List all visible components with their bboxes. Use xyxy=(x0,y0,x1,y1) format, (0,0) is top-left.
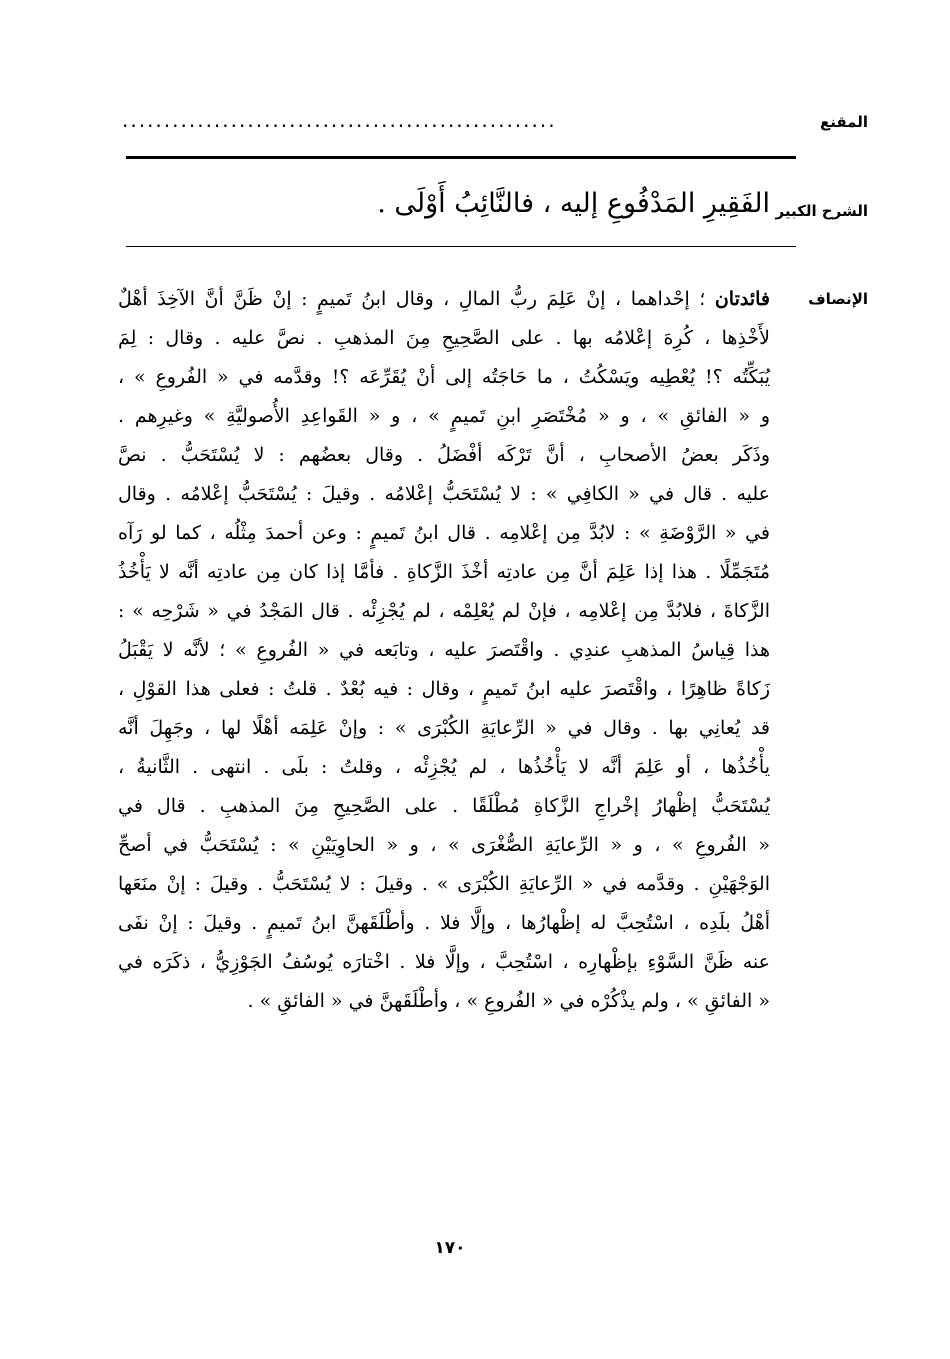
line-text: و « الفائقِ » ، و « مُخْتَصَرِ ابنِ تَميمٍ » ، و « القَواعِدِ الأُصوليَّةِ » وغيرِهم . xyxy=(118,405,770,427)
line-text: ؛ إحْداهما ، إنْ عَلِمَ ربُّ المالِ ، وقال ابنُ تَميمٍ : إنْ ظَنَّ أنَّ الآخِذَ أهْلٌ xyxy=(118,288,715,310)
text-line xyxy=(118,514,770,553)
text-line xyxy=(118,397,770,436)
line-text: عليه . قال في « الكافِي » : لا يُسْتَحَبُّ إعْلامُه . وقيلَ : يُسْتَحَبُّ إعْلامُه . وقال xyxy=(118,483,770,505)
text-line xyxy=(118,553,770,592)
text-line xyxy=(118,319,770,358)
text-line xyxy=(118,436,770,475)
text-line xyxy=(118,280,770,319)
text-line xyxy=(118,826,770,865)
section-label-insaf: الإنصاف xyxy=(808,290,868,308)
line-text: هذا قِياسُ المذهبِ عندِي . واقْتَصرَ عليه ، وتابَعه في « الفُروعِ » ؛ لأنَّه لا يَقْبَلُ xyxy=(118,639,770,661)
sharh-text: الفَقِيرِ المَدْفُوعِ إليه ، فالنَّائِبُ أَوْلَى . xyxy=(377,188,770,219)
line-text: وذَكَر بعضُ الأصحابِ ، أنَّ تَرْكَه أفْضَلُ . وقال بعضُهم : لا يُسْتَحَبُّ . نصَّ xyxy=(118,444,770,466)
line-text: يُسْتَحَبُّ إظْهارُ إخْراجِ الزَّكاةِ مُطْلَقًا . على الصَّحِيحِ مِنَ المذهبِ . قال في xyxy=(118,795,770,817)
text-line xyxy=(118,943,770,982)
line-text: الزَّكاةَ ، فلابُدَّ مِن إعْلامِه ، فإنْ لم يُعْلِمْه ، لم يُجْزِئْه . قال المَجْدُ في « شَرْحِه » : xyxy=(118,600,770,622)
text-line xyxy=(118,865,770,904)
text-line xyxy=(118,670,770,709)
text-line xyxy=(118,787,770,826)
line-text: يأْخُذُها ، أو عَلِمَ أنَّه لا يَأْخُذُها ، لم يُجْزِئْه ، وقلتُ : بلَى . انتهى . الثَّانيةُ ، xyxy=(118,756,770,778)
line-text: لأَخْذِها ، كُرِهَ إعْلامُه بها . على الصَّحِيحِ مِنَ المذهبِ . نصَّ عليه . وقال : لِمَ xyxy=(118,327,770,349)
line-text: يُبَكِّتُه ؟! يُعْطِيه ويَسْكُتُ ، ما حَاجَتُه إلى أنْ يُقَرِّعَه ؟! وقدَّمه في « الفُروعِ » ، xyxy=(118,366,770,388)
thin-rule xyxy=(126,246,796,247)
page-number: ١٧٠ xyxy=(434,1238,466,1258)
line-text: قد يُعانِي بها . وقال في « الرِّعايَةِ الكُبْرَى » : وإنْ عَلِمَه أهْلًا لها ، وجَهِلَ أنَّه xyxy=(118,717,770,739)
insaf-text-block xyxy=(118,280,770,1021)
book-label-muqni: المقنع xyxy=(820,113,868,131)
line-text: عنه ظَنَّ السَّوْءِ بإظْهارِه ، اسْتُحِبَّ ، وإلَّا فلا . اخْتارَه يُوسُفُ الجَوْزِيُّ ، ذكَرَه في xyxy=(118,951,770,973)
text-line xyxy=(118,358,770,397)
line-text: مُتَجَمِّلًا . هذا إذا عَلِمَ أنَّ مِن عادتِه أخْذَ الزَّكاةِ . فأمَّا إذا كان مِن عادتِه أنَّه لا يَأْخُذُ xyxy=(118,561,770,583)
line-text: « الفائقِ » ، ولم يذْكُرْه في « الفُروعِ » ، وأطْلَقَهنَّ في « الفائقِ » . xyxy=(247,990,770,1012)
thick-rule xyxy=(126,156,796,159)
line-text: « الفُروعِ » ، و « الرِّعايَةِ الصُّغْرَى » ، و « الحاوِيَيْنِ » : يُسْتَحَبُّ في أصحِّ xyxy=(118,834,770,856)
line-text: في « الرَّوْضَةِ » : لابُدَّ مِن إعْلامِه . قال ابنُ تَميمٍ : وعن أحمدَ مِثْلُه ، كما لو رَآه xyxy=(118,522,770,544)
line-text: زَكاةً ظاهِرًا ، واقْتَصرَ عليه ابنُ تَميمٍ ، وقال : فيه بُعْدٌ . قلتُ : فعلى هذا القوْلِ ، xyxy=(118,678,770,700)
line-text: الوَجْهَيْنِ . وقدَّمه في « الرِّعايَةِ الكُبْرَى » . وقيلَ : لا يُسْتَحَبُّ . وقيلَ : إنْ منَعَها xyxy=(118,873,770,895)
text-line xyxy=(118,748,770,787)
text-line xyxy=(118,709,770,748)
text-line xyxy=(118,592,770,631)
text-line xyxy=(118,631,770,670)
section-label-sharh: الشرح الكبير xyxy=(775,202,868,220)
bold-heading: فائدتان xyxy=(714,288,770,310)
text-line xyxy=(118,982,770,1021)
text-line xyxy=(118,904,770,943)
line-text: أهْلُ بلَدِه ، اسْتُحِبَّ له إظْهارُها ، وإلَّا فلا . وأطْلَقَهنَّ ابنُ تَميمٍ . وقيلَ : إنْ نفَى xyxy=(118,912,770,934)
text-line xyxy=(118,475,770,514)
dotted-separator: .................................................... xyxy=(122,108,557,132)
